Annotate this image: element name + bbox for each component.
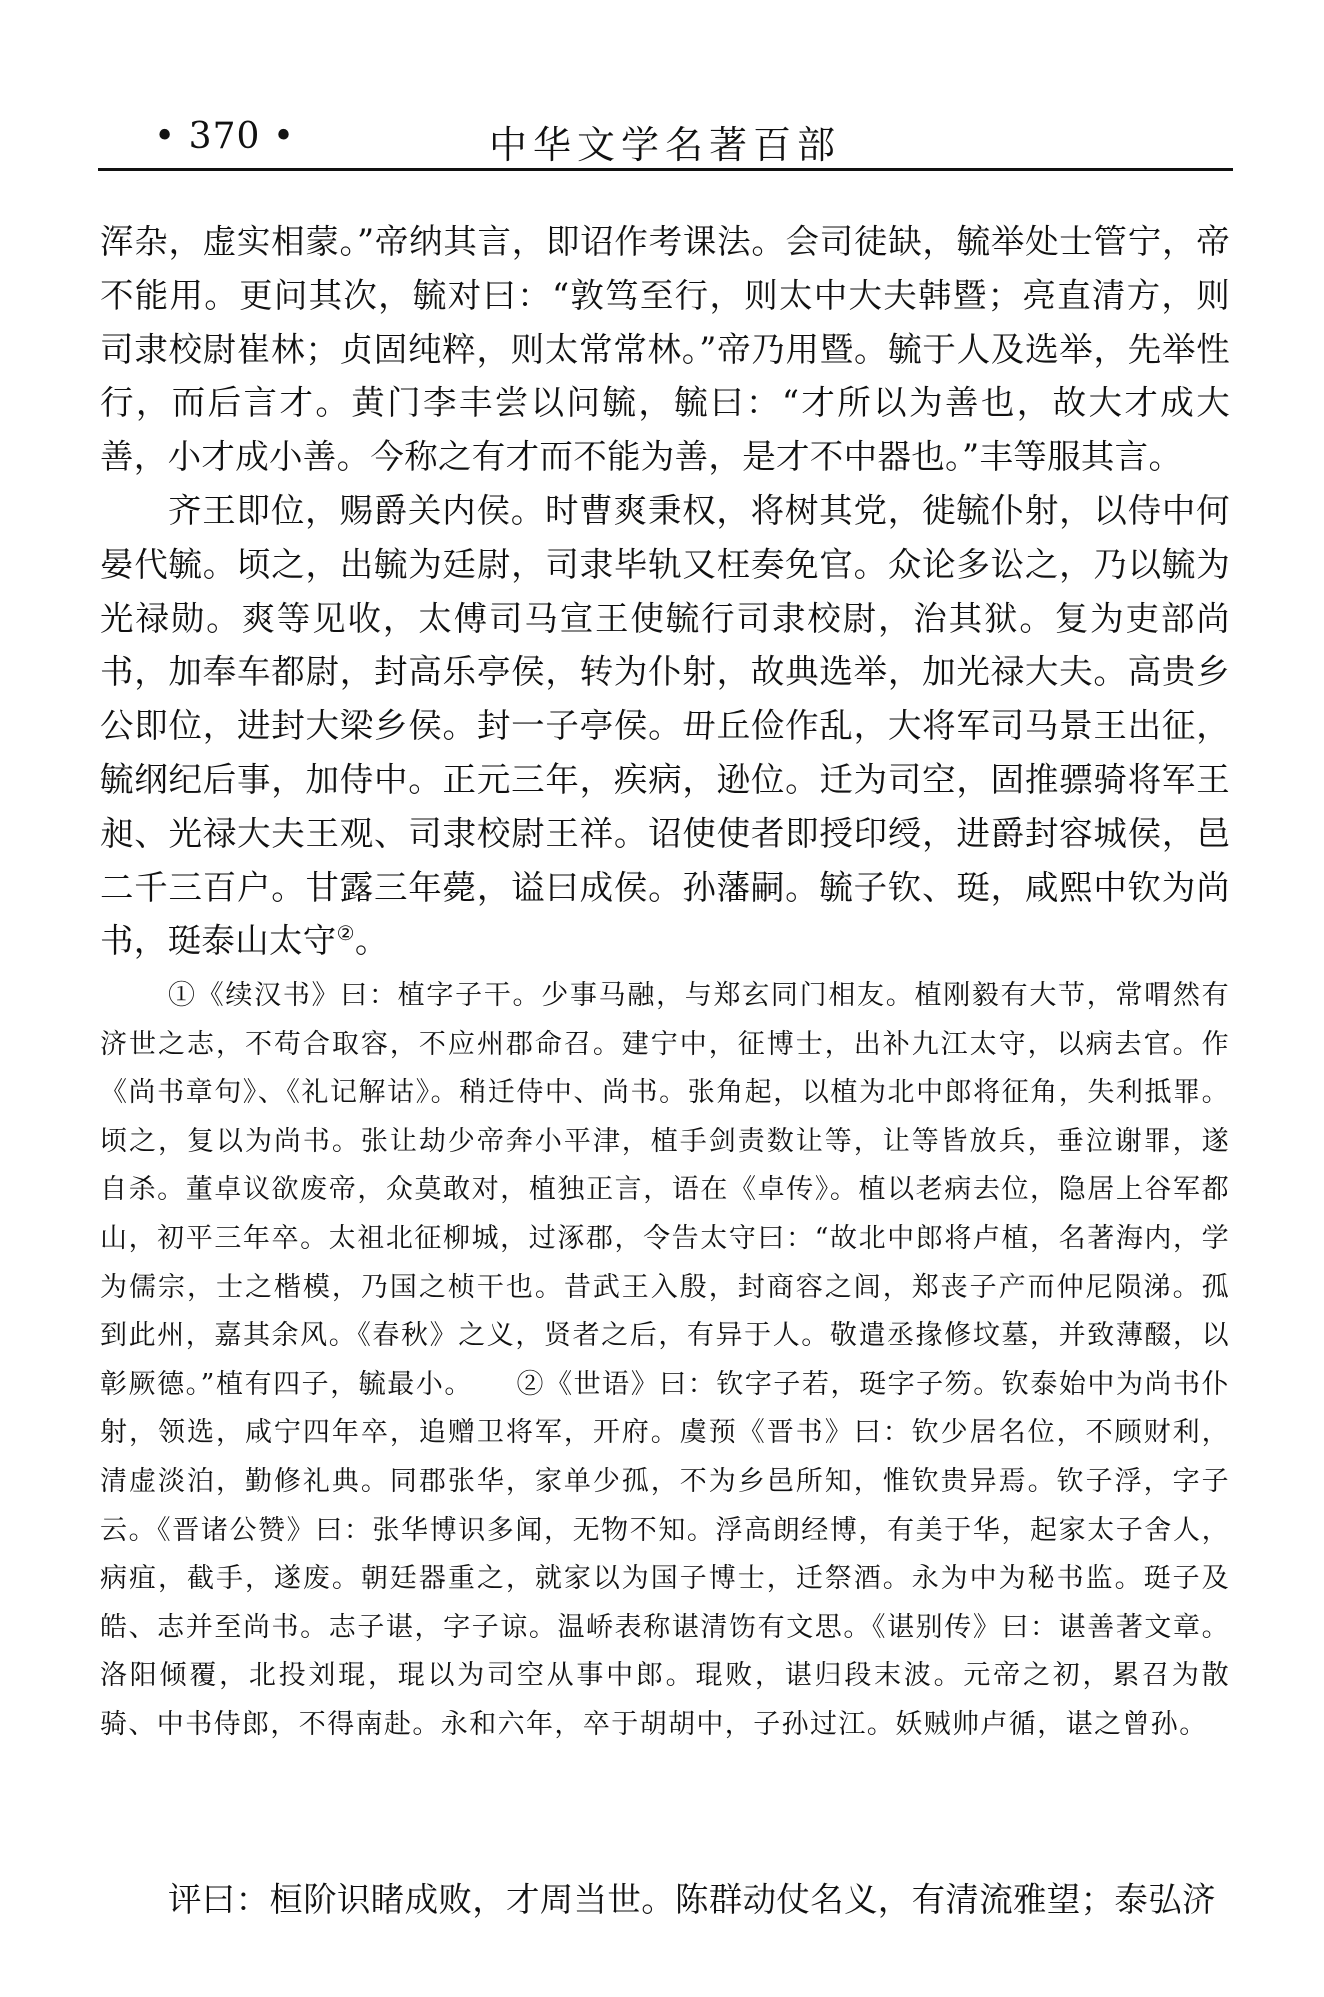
main-text [100,215,1230,968]
annotation-block [100,972,1230,1750]
page-number: • 370 • [154,116,296,157]
annotations [100,972,1230,1750]
main-paragraph-1: 浑杂，虚实相蒙。”帝纳其言，即诏作考课法。会司徒缺，毓举处士管宁，帝不能用。更问其次，毓对曰：“敦笃至行，则太中大夫韩暨；亮直清方，则司隶校尉崔林；贞固纯粹，则太常常林。”帝乃用暨。毓于人及选举，先举性行，而后言才。黄门李丰尝以问毓，毓曰：“才所以为善也，故大才成大善，小才成小善。今称之有才而不能为善，是才不中器也。”丰等服其言。 [100,222,1230,477]
book-title: 中华文学名著百部 [488,123,841,167]
commentary-text: 评曰：桓阶识睹成败，才周当世。陈群动仗名义，有清流雅望；泰弘济 [168,1880,1216,1919]
page-header [100,112,1230,172]
main-paragraph-2-text: 齐王即位，赐爵关内侯。时曹爽秉权，将树其党，徙毓仆射，以侍中何晏代毓。顷之，出毓为廷尉，司隶毕轨又枉奏免官。众论多讼之，乃以毓为光禄勋。爽等见收，太傅司马宣王使毓行司隶校尉，治其狱。复为吏部尚书，加奉车都尉，封高乐亭侯，转为仆射，故典选举，加光禄大夫。高贵乡公即位，进封大梁乡侯。封一子亭侯。毌丘俭作乱，大将军司马景王出征，毓纲纪后事，加侍中。正元三年，疾病，逊位。迁为司空，固推骠骑将军王昶、光禄大夫王观、司隶校尉王祥。诏使使者即授印绶，进爵封容城侯，邑二千三百户。甘露三年薨，谥曰成侯。孙藩嗣。毓子钦、珽，咸熙中钦为尚书，珽泰山太守 [100,490,1230,961]
annotation-2: ②《世语》曰：钦字子若，珽字子笏。钦泰始中为尚书仆射，领选，咸宁四年卒，追赠卫将军，开府。虞预《晋书》曰：钦少居名位，不顾财利，清虚淡泊，勤修礼典。同郡张华，家单少孤，不为乡邑所知，惟钦贵异焉。钦子浮，字子云。《晋诸公赞》曰：张华博识多闻，无物不知。浮高朗经博，有美于华，起家太子舍人，病疽，截手，遂废。朝廷器重之，就家以为国子博士，迁祭酒。永为中为秘书监。珽子及皓、志并至尚书。志子谌，字子谅。温峤表称谌清饬有文思。《谌别传》曰：谌善著文章。洛阳倾覆，北投刘琨，琨以为司空从事中郎。琨败，谌归段末波。元帝之初，累召为散骑、中书侍郎，不得南赴。永和六年，卒于胡胡中，子孙过江。妖贼帅卢循，谌之曾孙。 [100,1368,1230,1740]
header-rule [98,168,1233,171]
note-reference-2: ② [336,921,355,946]
commentary [100,1873,1230,1927]
main-paragraph-2 [100,484,1230,968]
annotation-1: ①《续汉书》曰：植字子干。少事马融，与郑玄同门相友。植刚毅有大节，常喟然有济世之志，不苟合取容，不应州郡命召。建宁中，征博士，出补九江太守，以病去官。作《尚书章句》、《礼记解诂》。稍迁侍中、尚书。张角起，以植为北中郎将征角，失利抵罪。顷之，复以为尚书。张让劫少帝奔小平津，植手剑责数让等，让等皆放兵，垂泣谢罪，遂自杀。董卓议欲废帝，众莫敢对，植独正言，语在《卓传》。植以老病去位，隐居上谷军都山，初平三年卒。太祖北征柳城，过涿郡，令告太守曰：“故北中郎将卢植，名著海内，学为儒宗，士之楷模，乃国之桢干也。昔武王入殷，封商容之闾，郑丧子产而仲尼陨涕。孤到此州，嘉其余风。《春秋》之义，贤者之后，有异于人。敬遣丞掾修坟墓，并致薄醊，以彰厥德。”植有四子，毓最小。 [100,980,1230,1400]
main-paragraph-2-end: 。 [354,921,389,961]
